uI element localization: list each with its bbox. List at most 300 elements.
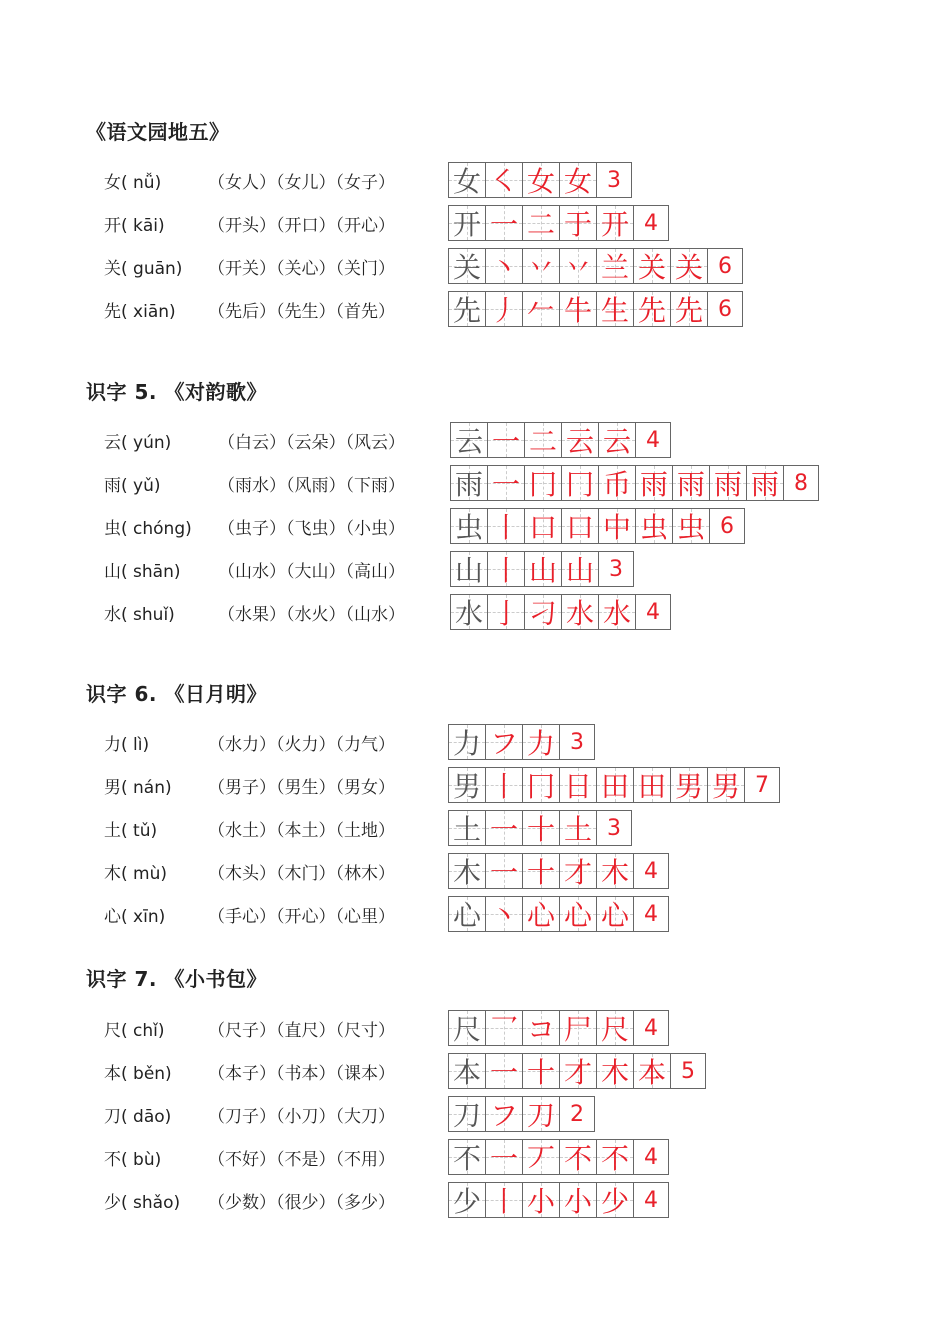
stroke-step: 虫 [639,511,668,544]
character-row [0,810,950,846]
character-pinyin: 先( xiān) [104,302,176,322]
stroke-step-cell [486,292,523,326]
word-examples: （开头）（开口）（开心） [208,216,395,236]
stroke-step-cell [523,811,560,845]
model-character-cell [449,854,486,888]
word-examples: （先后）（先生）（首先） [208,302,395,322]
stroke-step: 小 [526,1185,555,1218]
character-row [0,1182,950,1218]
stroke-step-cell [599,466,636,500]
stroke-step: 丆 [526,1142,555,1175]
word-examples: （水力）（火力）（力气） [208,735,395,755]
stroke-step: ㇛ [489,165,518,198]
stroke-step-cell [597,768,634,802]
stroke-step: 男 [674,770,703,803]
model-character-cell [451,552,488,586]
stroke-step-cell [671,249,708,283]
stroke-step: 雨 [750,468,779,501]
stroke-step: フ [489,727,518,760]
character-row [0,594,950,630]
character-pinyin: 尺( chǐ) [104,1021,165,1041]
stroke-step: 关 [674,251,703,284]
stroke-step: 丨 [491,511,520,544]
stroke-step: 一 [489,813,518,846]
stroke-order-grid [448,1182,669,1218]
stroke-step: 女 [563,165,592,198]
stroke-step-cell [560,1183,597,1217]
stroke-step-cell [523,292,560,326]
stroke-step: 才 [563,856,592,889]
stroke-step-cell [523,725,560,759]
stroke-step-cell [523,897,560,931]
stroke-step: 十 [526,856,555,889]
character-row [0,551,950,587]
stroke-count: 6 [720,513,734,539]
stroke-step-cell [525,466,562,500]
character-pinyin: 雨( yǔ) [104,476,161,496]
character-row [0,205,950,241]
stroke-step-cell [525,509,562,543]
stroke-step: 田 [637,770,666,803]
stroke-step-cell [486,249,523,283]
stroke-step: 云 [565,425,594,458]
character-pinyin: 心( xīn) [104,907,166,927]
stroke-step: 牛 [563,294,592,327]
stroke-step: 十 [526,1056,555,1089]
stroke-step: 尸 [563,1013,592,1046]
stroke-step-cell [560,163,597,197]
model-character-cell [449,1140,486,1174]
model-character: 不 [452,1142,481,1175]
stroke-step: フ [489,1099,518,1132]
stroke-step-cell [523,768,560,802]
stroke-step-cell [562,509,599,543]
stroke-step: 一 [489,208,518,241]
character-pinyin: 本( běn) [104,1064,172,1084]
stroke-step: 中 [602,511,631,544]
model-character-cell [451,466,488,500]
stroke-step-cell [523,1011,560,1045]
model-character: 本 [452,1056,481,1089]
stroke-step-cell [597,1054,634,1088]
model-character: 少 [452,1185,481,1218]
stroke-step-cell [562,423,599,457]
stroke-step-cell [634,249,671,283]
stroke-step-cell [562,595,599,629]
stroke-step: 丨 [489,770,518,803]
section-title: 识字 6. 《日月明》 [86,682,267,706]
stroke-count: 4 [646,599,660,625]
stroke-order-grid [448,853,669,889]
stroke-step-cell [486,163,523,197]
stroke-count: 7 [755,772,769,798]
stroke-count: 4 [644,1144,658,1170]
stroke-step: 力 [526,727,555,760]
stroke-count: 3 [607,167,621,193]
stroke-step-cell [523,1054,560,1088]
model-character: 山 [454,554,483,587]
stroke-order-grid [448,162,632,198]
character-pinyin: 开( kāi) [104,216,165,236]
stroke-step-cell [488,552,525,586]
stroke-count: 3 [609,556,623,582]
stroke-order-grid [448,810,632,846]
word-examples: （水果）（水火）（山水） [218,605,405,625]
stroke-step-cell [488,423,525,457]
model-character: 力 [452,727,481,760]
stroke-order-grid [450,465,819,501]
stroke-step-cell [634,768,671,802]
stroke-step-cell [560,811,597,845]
stroke-step-cell [488,466,525,500]
stroke-step-cell [486,1140,523,1174]
stroke-step: 二 [528,425,557,458]
stroke-step: 少 [600,1185,629,1218]
stroke-step: コ [526,1013,555,1046]
stroke-step-cell [560,206,597,240]
stroke-step-cell [486,1183,523,1217]
stroke-step-cell [486,1097,523,1131]
stroke-step-cell [523,1140,560,1174]
stroke-step-cell [560,1140,597,1174]
model-character-cell [449,249,486,283]
stroke-step: 雨 [639,468,668,501]
stroke-step-cell [560,897,597,931]
word-examples: （刀子）（小刀）（大刀） [208,1107,395,1127]
stroke-step: 冂 [565,468,594,501]
stroke-step-cell [486,768,523,802]
model-character-cell [449,725,486,759]
stroke-count: 4 [644,1187,658,1213]
stroke-step: 山 [528,554,557,587]
character-row [0,465,950,501]
model-character: 水 [454,597,483,630]
stroke-count: 6 [718,253,732,279]
stroke-step: 丷 [526,251,555,284]
stroke-step-cell [597,1140,634,1174]
stroke-step-cell [486,811,523,845]
stroke-step: 关 [637,251,666,284]
stroke-step: 才 [563,1056,592,1089]
stroke-step-cell [560,1054,597,1088]
stroke-count: 4 [644,901,658,927]
stroke-step: 一 [491,425,520,458]
stroke-step-cell [560,1011,597,1045]
character-pinyin: 女( nǚ) [104,173,162,193]
model-character-cell [449,768,486,802]
stroke-step-cell [486,1054,523,1088]
stroke-order-grid [448,205,669,241]
stroke-step: 亅 [491,597,520,630]
character-pinyin: 少( shǎo) [104,1193,181,1213]
stroke-step-cell [523,249,560,283]
character-row [0,896,950,932]
stroke-step-cell [747,466,784,500]
character-pinyin: 虫( chóng) [104,519,192,539]
stroke-step: 小 [563,1185,592,1218]
stroke-step-cell [525,423,562,457]
character-row [0,767,950,803]
stroke-step-cell [560,854,597,888]
stroke-order-grid [450,422,671,458]
model-character: 云 [454,425,483,458]
character-row [0,422,950,458]
stroke-step: 一 [491,468,520,501]
stroke-step: 乛 [489,1013,518,1046]
stroke-step: 于 [563,208,592,241]
word-examples: （山水）（大山）（高山） [218,562,405,582]
model-character-cell [449,163,486,197]
stroke-step-cell [599,423,636,457]
stroke-step: 水 [602,597,631,630]
model-character: 尺 [452,1013,481,1046]
word-examples: （男子）（男生）（男女） [208,778,395,798]
stroke-step: 冂 [528,468,557,501]
model-character-cell [451,595,488,629]
character-pinyin: 云( yún) [104,433,172,453]
stroke-step: 土 [563,813,592,846]
section-title: 《语文园地五》 [86,120,230,144]
stroke-step: 心 [563,899,592,932]
stroke-step-cell [560,249,597,283]
stroke-step-cell [486,725,523,759]
stroke-step-cell [486,897,523,931]
model-character-cell [451,509,488,543]
stroke-step: 𠂉 [526,294,555,327]
model-character-cell [449,1054,486,1088]
stroke-step: 一 [489,1142,518,1175]
stroke-step: 雨 [713,468,742,501]
character-pinyin: 水( shuǐ) [104,605,175,625]
stroke-step: 先 [637,294,666,327]
stroke-step-cell [597,249,634,283]
stroke-step: 日 [563,770,592,803]
model-character-cell [449,1097,486,1131]
stroke-step-cell [597,1183,634,1217]
stroke-step-cell [486,854,523,888]
stroke-step: 不 [563,1142,592,1175]
stroke-order-grid [448,248,743,284]
stroke-step-cell [710,466,747,500]
word-examples: （虫子）（飞虫）（小虫） [218,519,405,539]
character-row [0,853,950,889]
stroke-step-cell [523,854,560,888]
stroke-step-cell [597,854,634,888]
stroke-order-grid [448,1096,595,1132]
word-examples: （少数）（很少）（多少） [208,1193,395,1213]
model-character-cell [449,1183,486,1217]
stroke-step: 二 [526,208,555,241]
stroke-step: 口 [528,511,557,544]
stroke-order-grid [448,1010,669,1046]
stroke-count: 4 [644,210,658,236]
stroke-step: 开 [600,208,629,241]
character-row [0,1139,950,1175]
stroke-step: 云 [602,425,631,458]
stroke-order-grid [448,1139,669,1175]
stroke-order-grid [450,508,745,544]
stroke-step: 丷 [563,251,592,284]
stroke-step: 本 [637,1056,666,1089]
model-character: 木 [452,856,481,889]
character-row [0,1096,950,1132]
stroke-step-cell [486,1011,523,1045]
model-character: 开 [452,208,481,241]
stroke-step-cell [486,206,523,240]
model-character: 女 [452,165,481,198]
stroke-step: 雨 [676,468,705,501]
model-character-cell [449,1011,486,1045]
word-examples: （水土）（本土）（土地） [208,821,395,841]
stroke-step-cell [562,552,599,586]
stroke-step-cell [599,595,636,629]
stroke-step-cell [634,292,671,326]
word-examples: （开关）（关心）（关门） [208,259,395,279]
character-row [0,291,950,327]
character-row [0,248,950,284]
stroke-step-cell [634,1054,671,1088]
stroke-count: 4 [646,427,660,453]
stroke-count: 6 [718,296,732,322]
word-examples: （木头）（木门）（林木） [208,864,395,884]
word-examples: （雨水）（风雨）（下雨） [218,476,405,496]
model-character-cell [449,811,486,845]
stroke-order-grid [450,594,671,630]
stroke-step: 先 [674,294,703,327]
stroke-step-cell [597,206,634,240]
stroke-step: 男 [711,770,740,803]
stroke-step-cell [525,552,562,586]
section-title: 识字 5. 《对韵歌》 [86,380,267,404]
model-character-cell [449,206,486,240]
model-character: 男 [452,770,481,803]
stroke-count: 5 [681,1058,695,1084]
stroke-count: 4 [644,1015,658,1041]
stroke-count: 3 [570,729,584,755]
model-character: 心 [452,899,481,932]
stroke-step-cell [523,1183,560,1217]
stroke-step-cell [671,292,708,326]
stroke-step: 丶 [489,251,518,284]
stroke-step-cell [636,466,673,500]
stroke-order-grid [450,551,634,587]
stroke-step: 心 [526,899,555,932]
word-examples: （尺子）（直尺）（尺寸） [208,1021,395,1041]
stroke-step-cell [708,768,745,802]
stroke-step: 口 [565,511,594,544]
character-pinyin: 不( bù) [104,1150,162,1170]
character-pinyin: 刀( dāo) [104,1107,172,1127]
stroke-order-grid [448,1053,706,1089]
stroke-step: 丨 [491,554,520,587]
stroke-step: 兰 [600,251,629,284]
stroke-step: 一 [489,1056,518,1089]
stroke-step-cell [673,466,710,500]
stroke-step: 木 [600,856,629,889]
stroke-step: 刀 [526,1099,555,1132]
stroke-step-cell [562,466,599,500]
stroke-order-grid [448,724,595,760]
stroke-step: 木 [600,1056,629,1089]
stroke-step: 虫 [676,511,705,544]
model-character: 土 [452,813,481,846]
stroke-step-cell [636,509,673,543]
stroke-step-cell [488,595,525,629]
model-character: 关 [452,251,481,284]
stroke-count: 8 [794,470,808,496]
stroke-step: 刁 [528,597,557,630]
character-row [0,1053,950,1089]
stroke-step: 水 [565,597,594,630]
stroke-step: 生 [600,294,629,327]
word-examples: （本子）（书本）（课本） [208,1064,395,1084]
character-row [0,508,950,544]
word-examples: （不好）（不是）（不用） [208,1150,395,1170]
model-character: 刀 [452,1099,481,1132]
stroke-step-cell [560,768,597,802]
character-pinyin: 力( lì) [104,735,150,755]
model-character: 雨 [454,468,483,501]
stroke-step: 丶 [489,899,518,932]
stroke-step-cell [560,292,597,326]
stroke-step: 丨 [489,1185,518,1218]
stroke-step: 不 [600,1142,629,1175]
stroke-step: 山 [565,554,594,587]
word-examples: （白云）（云朵）（风云） [218,433,405,453]
stroke-step-cell [523,163,560,197]
stroke-step-cell [523,206,560,240]
character-row [0,1010,950,1046]
stroke-step-cell [597,1011,634,1045]
stroke-step: 尺 [600,1013,629,1046]
stroke-step: 女 [526,165,555,198]
stroke-step: 田 [600,770,629,803]
section-title: 识字 7. 《小书包》 [86,967,267,991]
model-character-cell [449,292,486,326]
stroke-step-cell [525,595,562,629]
word-examples: （手心）（开心）（心里） [208,907,395,927]
stroke-step: 心 [600,899,629,932]
character-pinyin: 木( mù) [104,864,168,884]
stroke-order-grid [448,896,669,932]
model-character: 虫 [454,511,483,544]
stroke-step: 冂 [526,770,555,803]
stroke-count: 3 [607,815,621,841]
character-pinyin: 男( nán) [104,778,172,798]
stroke-step: 一 [489,856,518,889]
stroke-step-cell [523,1097,560,1131]
word-examples: （女人）（女儿）（女子） [208,173,395,193]
stroke-step-cell [597,897,634,931]
stroke-count: 4 [644,858,658,884]
character-row [0,162,950,198]
stroke-step-cell [597,292,634,326]
stroke-step: 十 [526,813,555,846]
stroke-step-cell [599,509,636,543]
model-character-cell [449,897,486,931]
model-character-cell [451,423,488,457]
stroke-order-grid [448,767,780,803]
stroke-step: 币 [602,468,631,501]
stroke-order-grid [448,291,743,327]
character-pinyin: 土( tǔ) [104,821,158,841]
stroke-step-cell [673,509,710,543]
stroke-step-cell [488,509,525,543]
stroke-count: 2 [570,1101,584,1127]
stroke-step-cell [671,768,708,802]
character-pinyin: 山( shān) [104,562,181,582]
model-character: 先 [452,294,481,327]
